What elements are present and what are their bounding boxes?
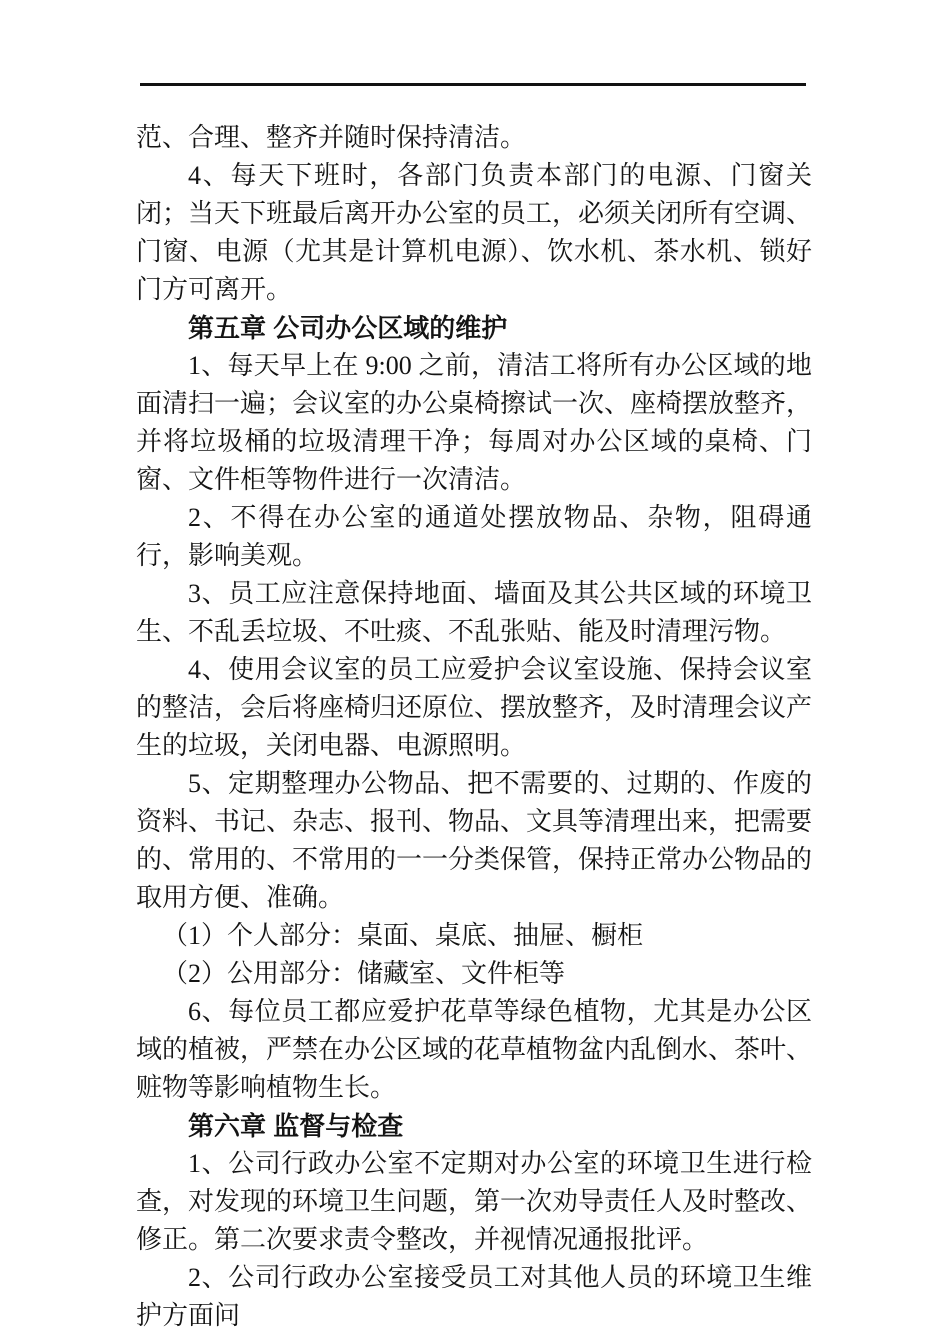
header-rule [140,83,806,86]
paragraph: 1、公司行政办公室不定期对办公室的环境卫生进行检查，对发现的环境卫生问题，第一次劝导责任人及时整改、修正。第二次要求责令整改，并视情况通报批评。 [136,1149,813,1254]
paragraph: （2）公用部分：储藏室、文件柜等 [162,959,566,988]
section-heading: 第六章 监督与检查 [188,1111,404,1141]
paragraph: （1）个人部分：桌面、桌底、抽屉、橱柜 [162,921,644,950]
paragraph: 2、不得在办公室的通道处摆放物品、杂物，阻碍通行，影响美观。 [136,503,812,570]
paragraph: 5、定期整理办公物品、把不需要的、过期的、作废的资料、书记、杂志、报刊、物品、文具等清理出来，把需要的、常用的、不常用的一一分类保管，保持正常办公物品的取用方便、准确。 [136,769,813,912]
paragraph: 4、使用会议室的员工应爱护会议室设施、保持会议室的整洁，会后将座椅归还原位、摆放整齐，及时清理会议产生的垃圾，关闭电器、电源照明。 [136,655,813,760]
paragraph: 6、每位员工都应爱护花草等绿色植物，尤其是办公区域的植被，严禁在办公区域的花草植物盆内乱倒水、茶叶、赃物等影响植物生长。 [136,997,813,1102]
document-content [136,119,812,1335]
paragraph: 1、每天早上在 9:00 之前，清洁工将所有办公区域的地面清扫一遍；会议室的办公桌椅擦试一次、座椅摆放整齐，并将垃圾桶的垃圾清理干净；每周对办公区域的桌椅、门窗、文件柜等物件进行一次清洁。 [136,351,813,494]
paragraph: 范、合理、整齐并随时保持清洁。 [136,123,527,152]
paragraph: 4、每天下班时，各部门负责本部门的电源、门窗关闭；当天下班最后离开办公室的员工，必须关闭所有空调、门窗、电源（尤其是计算机电源）、饮水机、茶水机、锁好门方可离开。 [136,161,813,304]
paragraph: 2、公司行政办公室接受员工对其他人员的环境卫生维护方面问 [136,1263,812,1330]
section-heading: 第五章 公司办公区域的维护 [188,313,508,343]
paragraph: 3、员工应注意保持地面、墙面及其公共区域的环境卫生、不乱丢垃圾、不吐痰、不乱张贴、能及时清理污物。 [136,579,812,646]
